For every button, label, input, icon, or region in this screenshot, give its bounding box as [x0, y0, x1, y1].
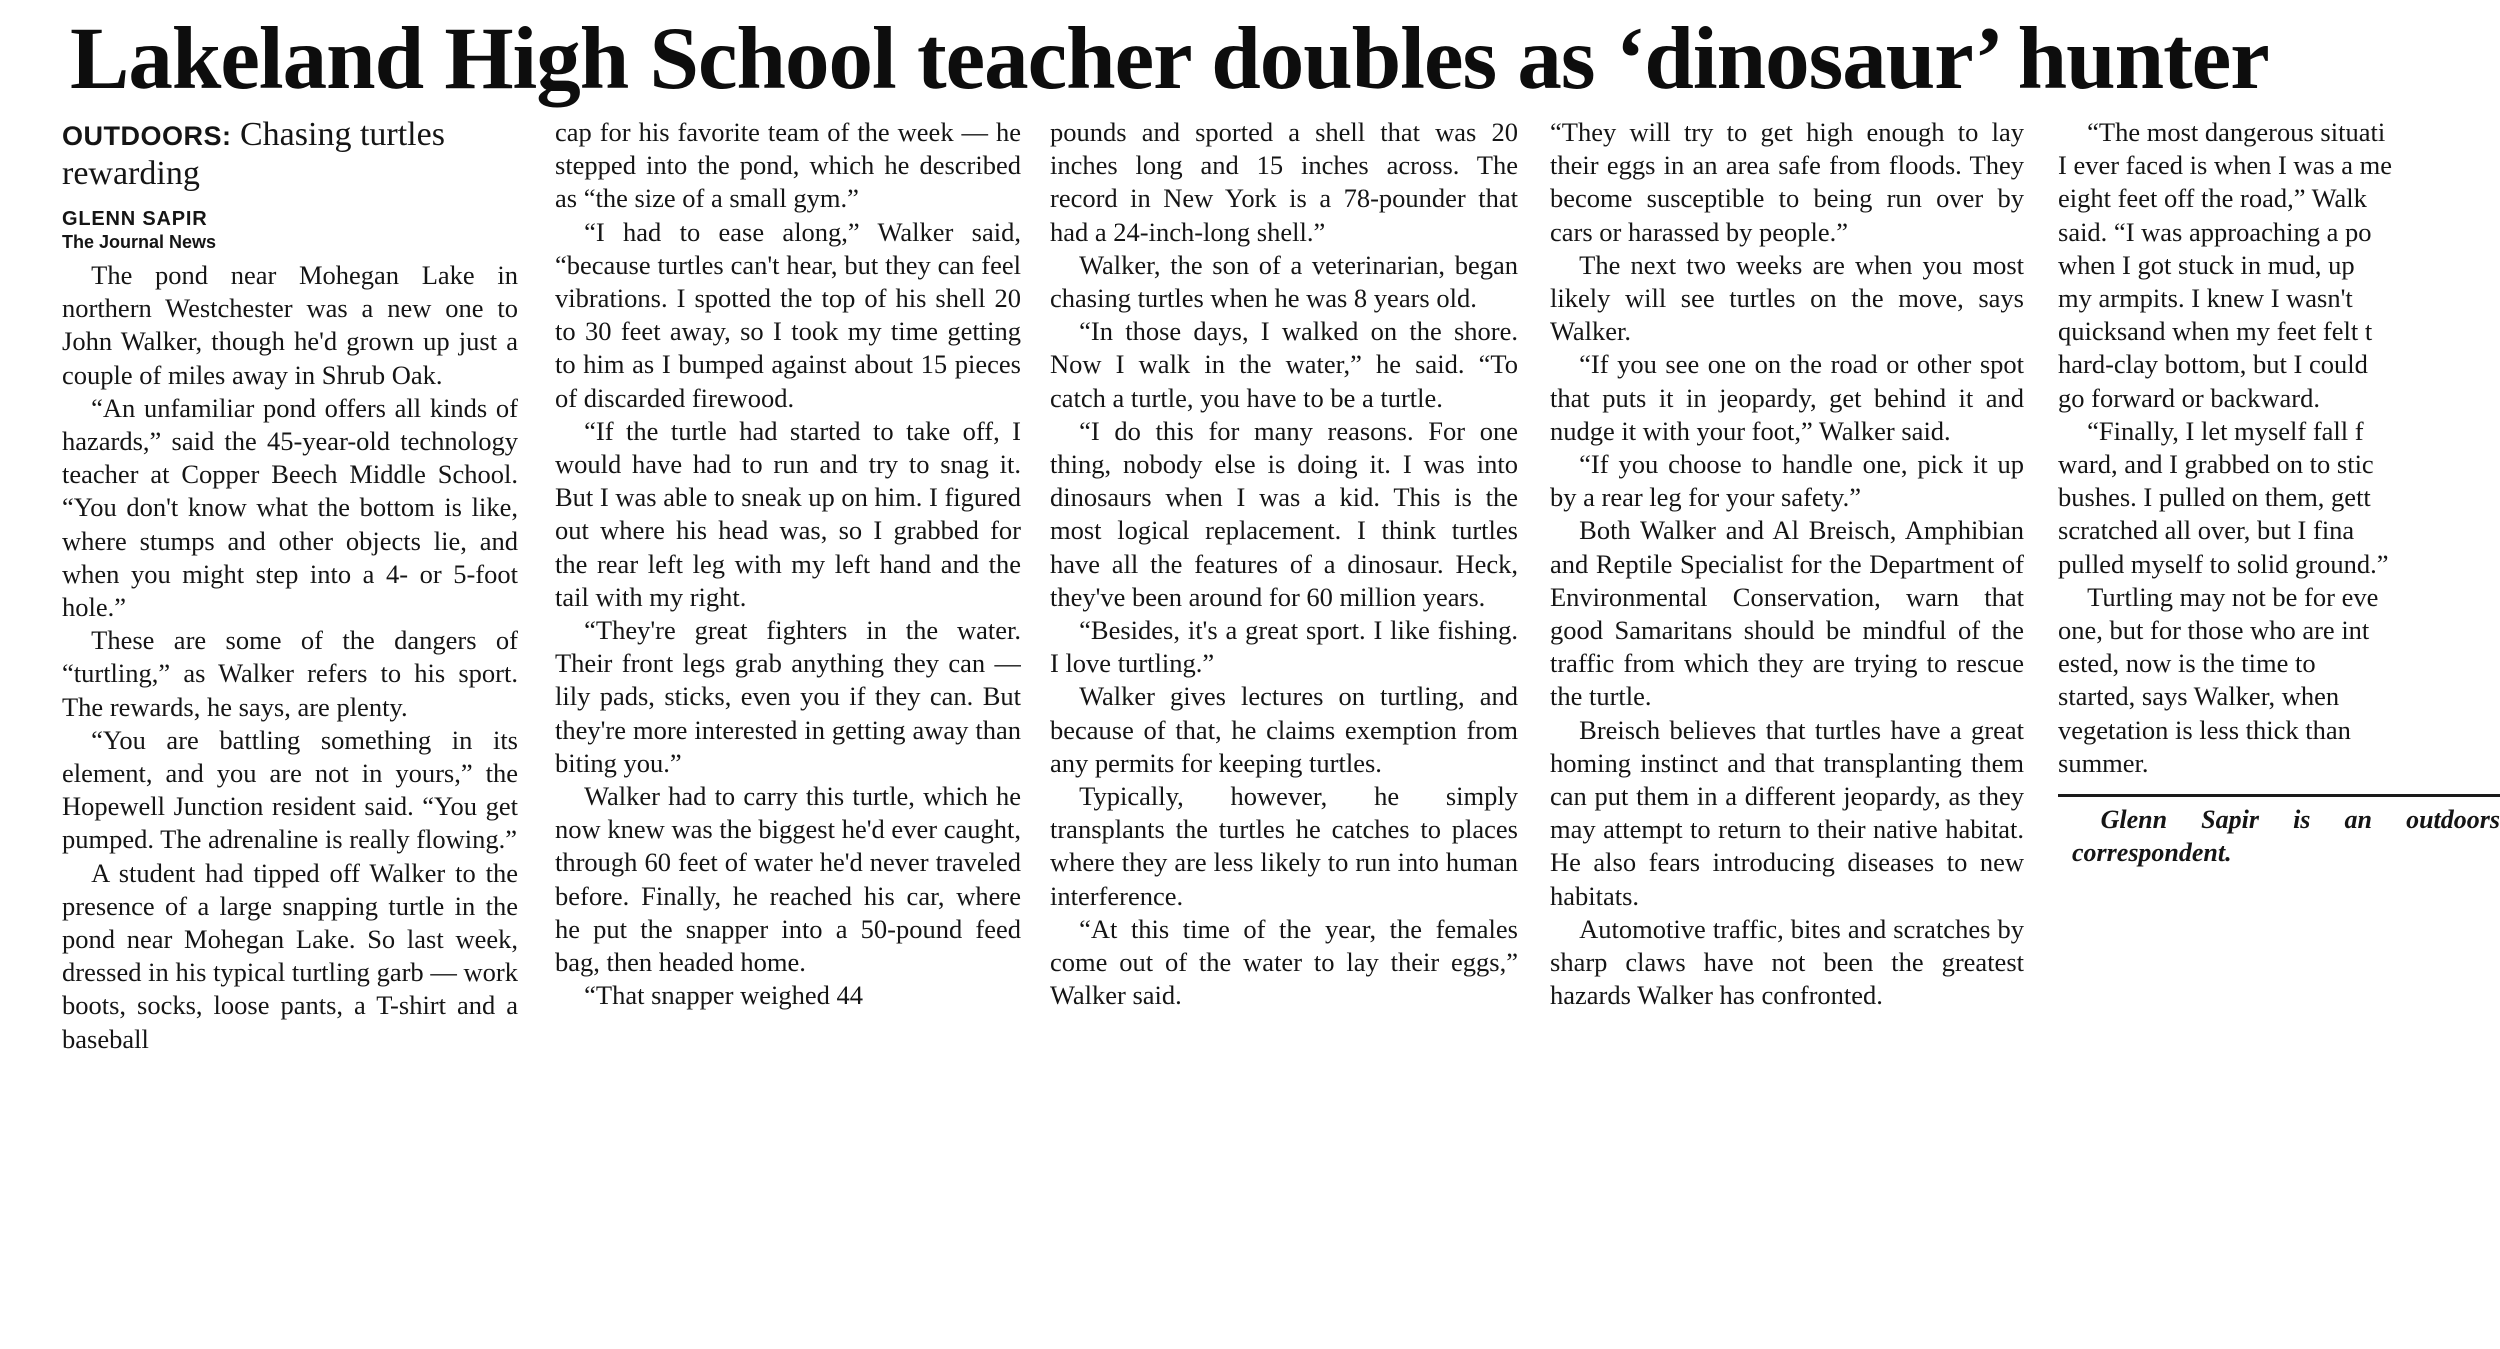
text-line: pulled myself to solid ground.”	[2058, 548, 2389, 579]
article-column-2	[555, 116, 1021, 1349]
paragraph: pounds and sported a shell that was 20 inches long and 15 inches across. The record in New York is a 78-pounder that had a 24-inch-long shell.”	[1050, 117, 1518, 247]
paragraph: “They're great fighters in the water. Their front legs grab anything they can — lily pads, sticks, even you if they can. But they're more interested in getting away than biting you.”	[555, 615, 1021, 778]
paragraph: Typically, however, he simply transplants the turtles he catches to places where they are less likely to run into human interference.	[1050, 781, 1518, 911]
paragraph: “You are battling something in its element, and you are not in yours,” the Hopewell Junction resident said. “You get pumped. The adrenaline is really flowing.”	[62, 724, 518, 855]
paragraph: The next two weeks are when you most likely will see turtles on the move, says Walker.	[1550, 249, 2024, 347]
tagline-divider	[2058, 794, 2500, 797]
paragraph: “In those days, I walked on the shore. Now I walk in the water,” he said. “To catch a turtle, you have to be a turtle.	[1050, 316, 1518, 413]
paragraph: “Besides, it's a great sport. I like fishing. I love turtling.”	[1050, 615, 1518, 679]
paragraph: cap for his favorite team of the week — he stepped into the pond, which he described as “the size of a small gym.”	[555, 117, 1021, 214]
text-line: said. “I was approaching a po	[2058, 216, 2372, 247]
paragraph: “They will try to get high enough to lay their eggs in an area safe from floods. They become susceptible to being run over by cars or harassed by people.”	[1550, 117, 2024, 247]
paragraph: Both Walker and Al Breisch, Amphibian and Reptile Specialist for the Department of Environmental Conservation, warn that good Samaritans should be mindful of the traffic from which they are trying to rescue the turtle.	[1550, 515, 2024, 712]
paragraph: “If you see one on the road or other spot that puts it in jeopardy, get behind it and nudge it with your foot,” Walker said.	[1550, 349, 2024, 446]
article-column-3	[1050, 116, 1518, 1349]
text-line: ward, and I grabbed on to stic	[2058, 449, 2374, 480]
text-line: vegetation is less thick than	[2058, 714, 2351, 745]
paragraph: Automotive traffic, bites and scratches by sharp claws have not been the greatest hazards Walker has confronted.	[1550, 913, 2024, 1011]
text-line: I ever faced is when I was a me	[2058, 150, 2393, 181]
text-line: scratched all over, but I fina	[2058, 515, 2355, 546]
paragraph: “An unfamiliar pond offers all kinds of hazards,” said the 45-year-old technology teacher at Copper Beech Middle School. “You don't know what the bottom is like, where stumps and other objects lie, and when you might step into a 4- or 5-foot hole.”	[62, 392, 518, 623]
text-line: when I got stuck in mud, up	[2058, 249, 2355, 280]
paragraph: “If you choose to handle one, pick it up by a rear leg for your safety.”	[1550, 449, 2024, 513]
headline: Lakeland High School teacher doubles as ‘dinosaur’ hunter	[70, 10, 2269, 108]
text-line: summer.	[2058, 747, 2149, 778]
kicker-text: Chasing turtles rewarding	[62, 116, 445, 192]
section-kicker	[62, 116, 518, 193]
byline-affiliation: The Journal News	[62, 232, 217, 252]
paragraph: Breisch believes that turtles have a great homing instinct and that transplanting them can put them in a different jeopardy, as they may attempt to return to their native habitat. He also fears introducing diseases to new habitats.	[1550, 714, 2024, 911]
article-column-4	[1550, 116, 2024, 1349]
text-line: quicksand when my feet felt t	[2058, 316, 2373, 347]
paragraph: “If the turtle had started to take off, I would have had to run and try to snag it. But I was able to sneak up on him. I figured out where his head was, so I grabbed for the rear left leg with my left hand and the tail with my right.	[555, 415, 1021, 612]
byline: GLENN SAPIR	[62, 208, 208, 230]
article-column-1	[62, 116, 518, 1349]
text-line: hard-clay bottom, but I could	[2058, 349, 2368, 380]
paragraph: These are some of the dangers of “turtling,” as Walker refers to his sport. The rewards, he says, are plenty.	[62, 625, 518, 722]
paragraph: Walker had to carry this turtle, which he now knew was the biggest he'd ever caught, through 60 feet of water he'd never traveled before. Finally, he reached his car, where he put the snapper into a 50-pound feed bag, then headed home.	[555, 781, 1021, 978]
author-tagline: Glenn Sapir is an outdoors correspondent.	[2072, 805, 2500, 868]
paragraph: “I do this for many reasons. For one thing, nobody else is doing it. I was into dinosaurs when I was a kid. This is the most logical replacement. I think turtles have all the features of a dinosaur. Heck, they've been around for 60 million years.	[1050, 415, 1518, 612]
text-line: started, says Walker, when	[2058, 681, 2340, 712]
paragraph: “That snapper weighed 44	[584, 980, 864, 1011]
kicker-label: OUTDOORS:	[62, 121, 232, 151]
paragraph: A student had tipped off Walker to the presence of a large snapping turtle in the pond near Mohegan Lake. So last week, dressed in his typical turtling garb — work boots, socks, loose pants, a T-shirt and a baseball	[62, 857, 518, 1054]
text-line: one, but for those who are int	[2058, 615, 2370, 646]
text-line: eight feet off the road,” Walk	[2058, 183, 2367, 214]
text-line: “The most dangerous situati	[2087, 117, 2386, 147]
text-line: Turtling may not be for eve	[2087, 581, 2379, 612]
text-line: “Finally, I let myself fall f	[2087, 415, 2364, 446]
text-line: go forward or backward.	[2058, 382, 2320, 413]
article-column-5	[2058, 116, 2500, 1349]
paragraph: Walker gives lectures on turtling, and because of that, he claims exemption from any permits for keeping turtles.	[1050, 681, 1518, 778]
text-line: my armpits. I knew I wasn't	[2058, 283, 2353, 314]
text-line: bushes. I pulled on them, gett	[2058, 482, 2371, 513]
paragraph: Walker, the son of a veterinarian, began chasing turtles when he was 8 years old.	[1050, 249, 1518, 314]
paragraph: The pond near Mohegan Lake in northern Westchester was a new one to John Walker, though he'd grown up just a couple of miles away in Shrub Oak.	[62, 260, 518, 390]
paragraph: “At this time of the year, the females come out of the water to lay their eggs,” Walker said.	[1050, 913, 1518, 1011]
text-line: ested, now is the time to	[2058, 648, 2316, 679]
paragraph: “I had to ease along,” Walker said, “because turtles can't hear, but they can feel vibrations. I spotted the top of his shell 20 to 30 feet away, so I took my time getting to him as I bumped against about 15 pieces of discarded firewood.	[555, 216, 1021, 413]
